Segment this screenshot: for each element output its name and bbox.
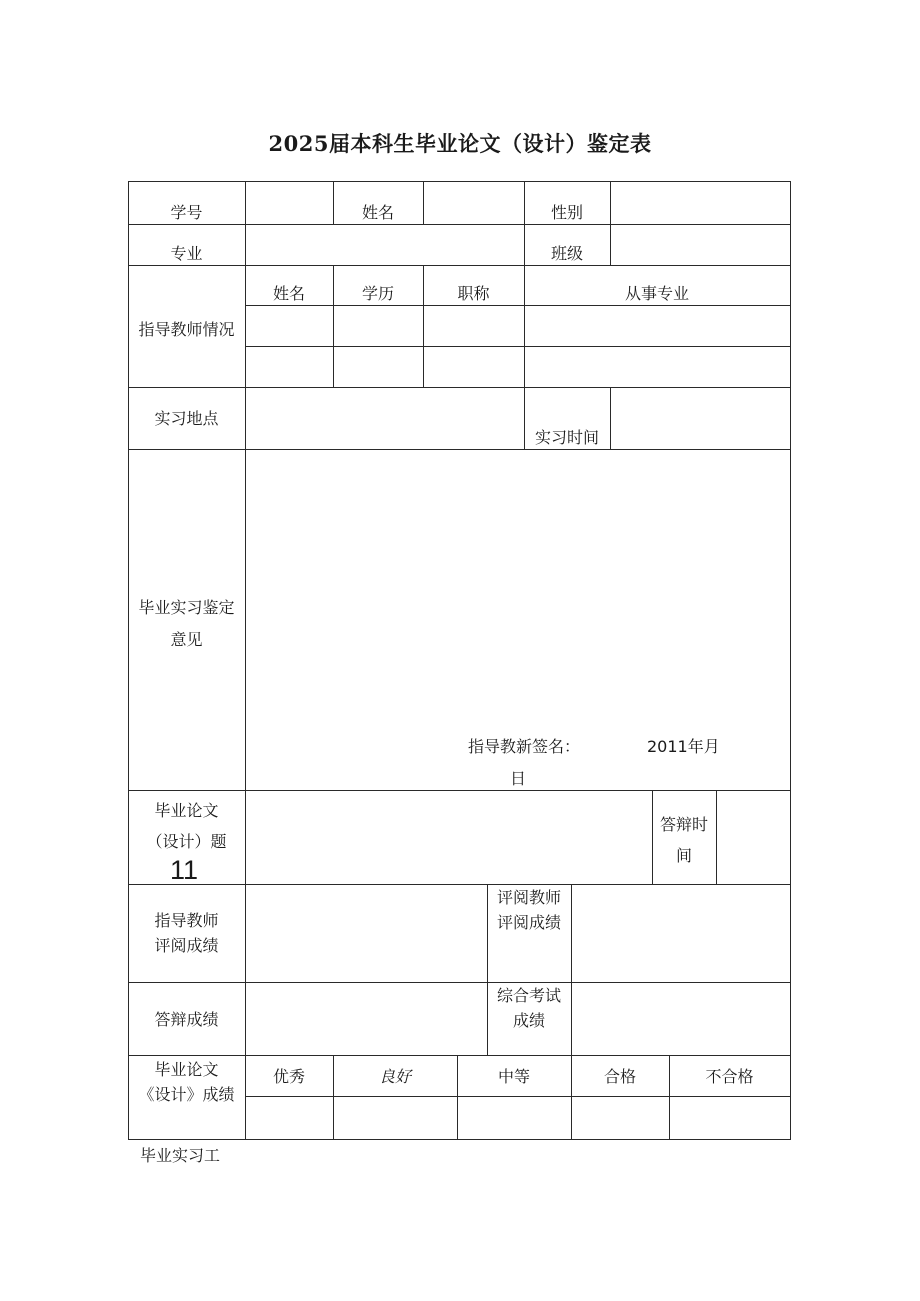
footer-text: 毕业实习工 <box>140 1146 221 1165</box>
reviewer-score-label-line2: 评阅成绩 <box>496 913 561 932</box>
advisor-score-field[interactable] <box>246 885 487 982</box>
defense-time-label-line2: 间 <box>675 846 692 865</box>
intern-time-label: 实习时间 <box>534 428 599 447</box>
signature-day: 日 <box>510 769 527 788</box>
intern-opinion-field[interactable] <box>246 450 790 730</box>
advisor-name-header: 姓名 <box>272 284 305 303</box>
overall-score-label-line1: 综合考试 <box>496 986 561 1005</box>
advisor-info-label: 指导教师情况 <box>138 320 235 339</box>
gender-label: 性别 <box>550 203 583 222</box>
name-label: 姓名 <box>361 203 394 222</box>
defense-score-field[interactable] <box>246 983 487 1055</box>
major-label: 专业 <box>170 244 203 263</box>
advisor-specialty-header: 从事专业 <box>624 284 689 303</box>
form-title: 2025届本科生毕业论文（设计）鉴定表 <box>268 131 652 156</box>
student-id-label: 学号 <box>170 203 203 222</box>
grade-fail: 不合格 <box>705 1067 754 1086</box>
advisor-education-header: 学历 <box>361 284 394 303</box>
overall-score-label-line2: 成绩 <box>512 1011 545 1030</box>
thesis-title-label-line1: 毕业论文 <box>154 801 219 820</box>
reviewer-score-label-line1: 评阅教师 <box>496 888 561 907</box>
defense-time-field[interactable] <box>717 791 790 884</box>
advisor-entry-rows[interactable] <box>246 306 790 386</box>
reviewer-score-field[interactable] <box>572 885 790 982</box>
intern-opinion-label-line2: 意见 <box>170 630 203 649</box>
intern-time-field[interactable] <box>611 388 790 449</box>
grade-excellent: 优秀 <box>272 1067 305 1086</box>
final-grade-label-line1: 毕业论文 <box>154 1060 219 1079</box>
signature-date: 2011年月 <box>647 737 720 756</box>
defense-time-label-line1: 答辩时 <box>659 815 708 834</box>
final-grade-label-line2: 《设计》成绩 <box>138 1085 235 1104</box>
intern-place-field[interactable] <box>246 388 524 449</box>
thesis-title-field[interactable] <box>246 791 652 884</box>
intern-place-label: 实习地点 <box>154 409 219 428</box>
student-id-field[interactable] <box>246 182 333 224</box>
class-field[interactable] <box>611 225 790 265</box>
defense-score-label: 答辩成绩 <box>154 1010 219 1029</box>
advisor-score-label-line2: 评阅成绩 <box>154 936 219 955</box>
advisor-score-label-line1: 指导教师 <box>154 911 219 930</box>
grade-average: 中等 <box>497 1067 530 1086</box>
thesis-title-label-line3: 11 <box>170 855 199 885</box>
major-field[interactable] <box>246 225 524 265</box>
name-field[interactable] <box>424 182 524 224</box>
overall-score-field[interactable] <box>572 983 790 1055</box>
grade-pass: 合格 <box>603 1067 636 1086</box>
thesis-title-label-line2: （设计）题 <box>146 832 227 851</box>
intern-opinion-label-line1: 毕业实习鉴定 <box>138 598 235 617</box>
grade-good: 良好 <box>378 1067 411 1086</box>
class-label: 班级 <box>550 244 583 263</box>
advisor-signature-label: 指导教新签名： <box>468 737 581 756</box>
grade-selection-row[interactable] <box>246 1097 790 1139</box>
gender-field[interactable] <box>611 182 790 224</box>
advisor-title-header: 职称 <box>457 284 490 303</box>
